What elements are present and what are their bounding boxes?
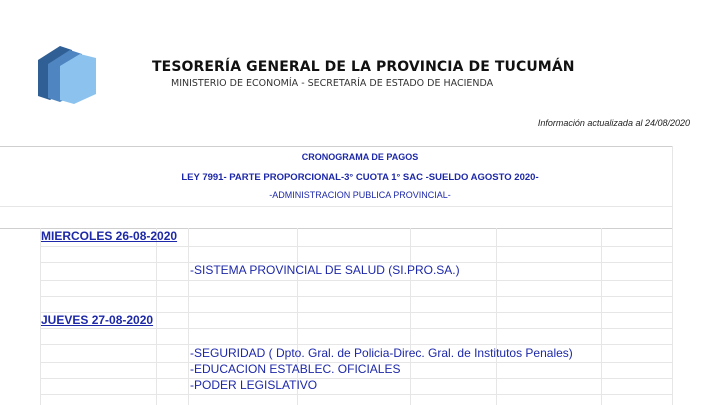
payment-entry: -SEGURIDAD ( Dpto. Gral. de Policia-Direc. Gral. de Institutos Penales) (190, 346, 573, 360)
payment-entry: -SISTEMA PROVINCIAL DE SALUD (SI.PRO.SA.) (190, 263, 460, 277)
org-subtitle: MINISTERIO DE ECONOMÍA - SECRETARÍA DE ESTADO DE HACIENDA (171, 78, 494, 89)
payment-entry: -PODER LEGISLATIVO (190, 378, 318, 392)
schedule-title: CRONOGRAMA DE PAGOS (301, 152, 419, 162)
scope-line: -ADMINISTRACION PUBLICA PROVINCIAL- (269, 190, 451, 200)
payment-entry: -EDUCACION ESTABLEC. OFICIALES (190, 362, 401, 376)
org-title: TESORERÍA GENERAL DE LA PROVINCIA DE TUCUMÁN (152, 59, 575, 75)
payment-date: MIERCOLES 26-08-2020 (41, 229, 178, 243)
updated-note: Información actualizada al 24/08/2020 (537, 118, 690, 128)
law-line: LEY 7991- PARTE PROPORCIONAL-3° CUOTA 1° SAC -SUELDO AGOSTO 2020- (181, 172, 539, 183)
payment-date: JUEVES 27-08-2020 (41, 313, 154, 327)
folders-logo-icon (34, 40, 100, 104)
